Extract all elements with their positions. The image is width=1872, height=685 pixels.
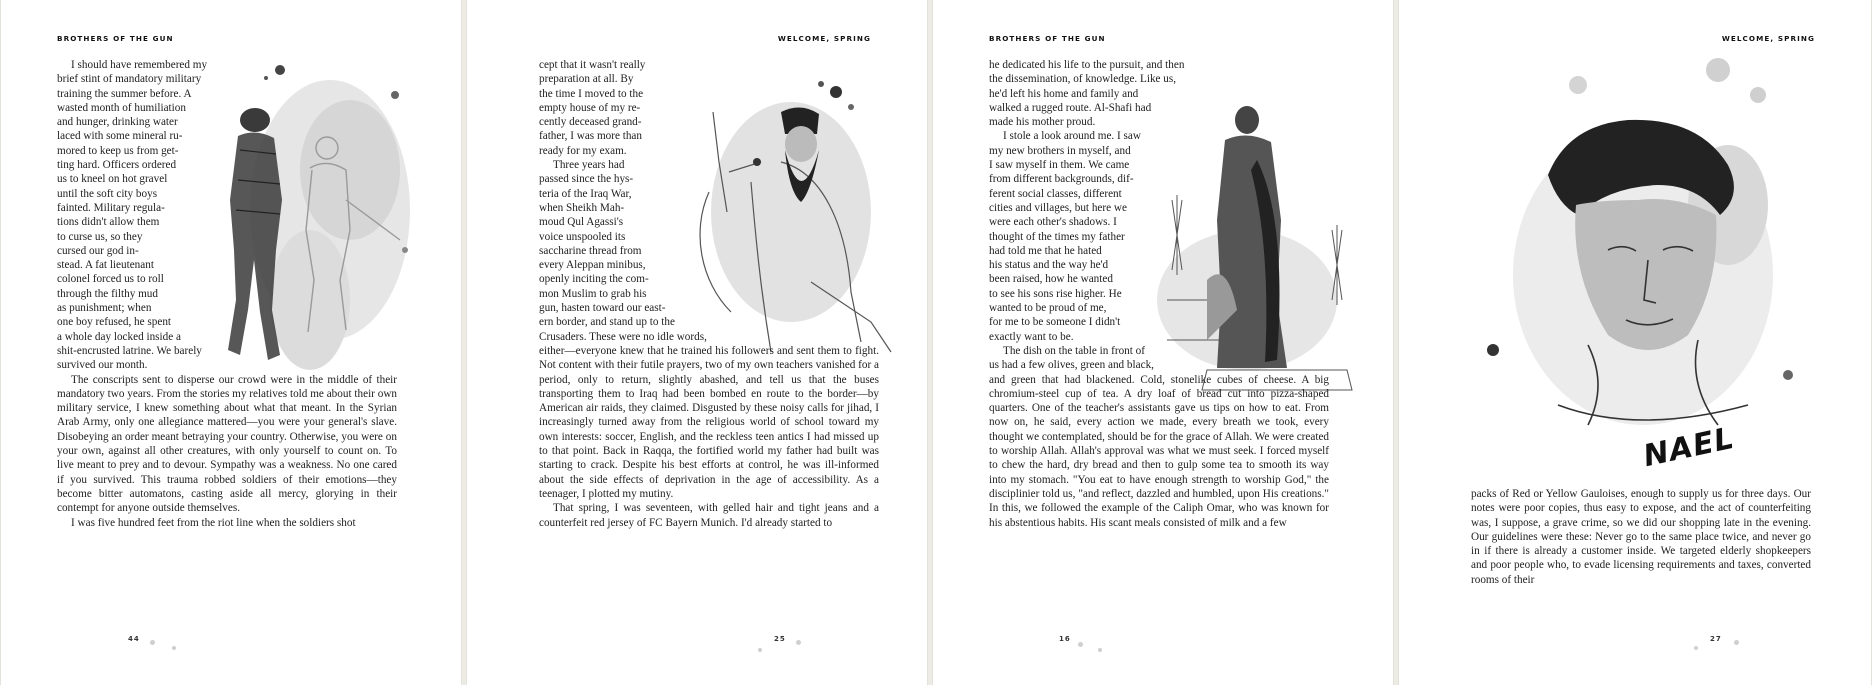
text-line: to curse us, so they	[57, 230, 143, 243]
text-line: saccharine thread from	[539, 244, 642, 257]
text-line: cently deceased grand-	[539, 116, 642, 129]
text-line: empty house of my re-	[539, 101, 641, 114]
text-line: tions didn't allow them	[57, 216, 160, 229]
illustration-portrait	[1458, 45, 1818, 475]
paragraph: either—everyone knew that he trained his followers and sent them to fight. Not content with their futile prayers, two of my own teachers vanished for a period, only to return, slightly abashed, and tell us that the buses transporting them to Iraq had been bombed en route to the border—by American air raids, they claimed. Disgusted by these noisy calls for jihad, I increasingly turned away from the religious world of school toward my own interests: soccer, English, and the reckless teen antics I had missed up to that point. Back in Raqqa, the fortified world my father had built was starting to crack. Despite his best efforts at control, he was ill-informed about the side effects of deprivation in the age of accessibility. As a teenager, I plotted my mutiny.	[539, 344, 879, 500]
page-number: 27	[1710, 635, 1722, 643]
running-header: BROTHERS OF THE GUN	[57, 34, 174, 43]
text-line: teria of the Iraq War,	[539, 187, 632, 200]
body-text	[57, 58, 397, 530]
text-line: I saw myself in them. We came	[989, 159, 1130, 172]
body-text	[989, 58, 1329, 530]
page-44	[0, 0, 462, 685]
text-line: ready for my exam.	[539, 144, 627, 157]
text-line: openly inciting the com-	[539, 273, 649, 286]
text-line: one boy refused, he spent	[57, 316, 172, 329]
text-line: thought of the times my father	[989, 230, 1125, 243]
text-line: exactly want to be.	[989, 330, 1074, 343]
text-line: voice unspooled its	[539, 230, 626, 243]
text-line: stead. A fat lieutenant	[57, 259, 154, 272]
wrapped-lines	[539, 58, 879, 344]
text-line: were each other's shadows. I	[989, 216, 1117, 229]
page-number: 44	[128, 635, 140, 643]
text-line: a whole day locked inside a	[57, 330, 181, 343]
paragraph: packs of Red or Yellow Gauloises, enough to supply us for three days. Our notes were poor copies, thus easy to expose, and the act of counterfeiting was, I suppose, a grave crime, so we did our shopping late in the evening. Our guidelines were these: Never go to the same place twice, and never go in if there is already a customer inside. We targeted elderly shopkeepers and poor people who, to evade licensing requirements and taxes, converted rooms of their	[1471, 488, 1811, 586]
running-header: BROTHERS OF THE GUN	[989, 34, 1106, 43]
text-line: ferent social classes, different	[989, 187, 1122, 200]
text-line: cursed our god in-	[57, 244, 139, 257]
body-text	[1471, 487, 1811, 587]
text-line: my new brothers in myself, and	[989, 144, 1131, 157]
paragraph: The conscripts sent to disperse our crowd were in the middle of their mandatory two years. From the stories my relatives told me about their own military service, I knew something about what that meant. In the Syrian Arab Army, only one allegiance mattered—you were your general's slave. Disobeying an order meant betraying your country. Otherwise, you were on your own, against all other creatures, with only yourself to count on. To live meant to prey and to devour. Sympathy was a weakness. No one cared if you survived. This trauma robbed soldiers of their emotions—they become bitter automatons, casting aside all mercy, glorying in their contempt for anyone outside themselves.	[57, 373, 397, 515]
text-line: cept that it wasn't really	[539, 59, 646, 71]
text-line: mored to keep us from get-	[57, 144, 179, 157]
text-line: brief stint of mandatory military	[57, 73, 202, 86]
text-line: every Aleppan minibus,	[539, 259, 646, 272]
text-line: moud Qul Agassi's	[539, 216, 624, 229]
text-line: and hunger, drinking water	[57, 116, 178, 129]
text-line: I should have remembered my	[71, 59, 208, 71]
text-line: his status and the way he'd	[989, 259, 1109, 272]
wrapped-lines	[989, 58, 1329, 373]
running-header: WELCOME, SPRING	[1721, 34, 1815, 43]
text-line: training the summer before. A	[57, 87, 192, 100]
paragraph: I was five hundred feet from the riot line when the soldiers shot	[71, 516, 356, 529]
text-line: gun, hasten toward our east-	[539, 302, 666, 315]
text-line: for me to be someone I didn't	[989, 316, 1121, 329]
text-line: had told me that he hated	[989, 244, 1102, 257]
text-line: fainted. Military regula-	[57, 201, 165, 214]
text-line: The dish on the table in front of	[1003, 344, 1145, 357]
wrapped-lines	[57, 58, 397, 373]
text-line: preparation at all. By	[539, 73, 634, 86]
text-line: Three years had	[553, 159, 625, 172]
text-line: cities and villages, but here we	[989, 201, 1127, 214]
text-line: shit-encrusted latrine. We barely	[57, 344, 202, 357]
text-line: father, I was more than	[539, 130, 642, 143]
text-line: made his mother proud.	[989, 116, 1096, 129]
text-line: been raised, how he wanted	[989, 273, 1113, 286]
text-line: us to kneel on hot gravel	[57, 173, 168, 186]
text-line: wanted to be proud of me,	[989, 302, 1107, 315]
page-27	[1398, 0, 1872, 685]
text-line: colonel forced us to roll	[57, 273, 164, 286]
text-line: he dedicated his life to the pursuit, and then	[989, 59, 1185, 71]
paragraph: and green that had blackened. Cold, stonelike cubes of cheese. A big chromium-steel cup of tea. A dry loaf of bread cut into pizza-shaped quarters. One of the teacher's assistants gave us tips on how to eat. From now on, he said, every action we made, every breath we took, every thought we contemplated, should be for the grace of Allah. We were created to worship Allah. Allah's approval was what we must seek. I forced myself to chew the hard, dry bread and then to gulp some tea to smooth its way into my stomach. "You eat to have enough strength to worship God," the disciplinier told us, "and reflect, dazzled and humbled, upon His creations." In this, we followed the example of the Caliph Omar, who was known for his abstentious habits. His scant meals consisted of milk and a few	[989, 373, 1329, 529]
artist-signature: NAEL	[1640, 420, 1738, 475]
page-number: 16	[1059, 635, 1071, 643]
text-line: Crusaders. These were no idle words,	[539, 330, 707, 343]
text-line: survived our month.	[57, 359, 148, 372]
text-line: the time I moved to the	[539, 87, 644, 100]
page-number: 25	[774, 635, 786, 643]
paragraph: That spring, I was seventeen, with gelled hair and tight jeans and a counterfeit red jersey of FC Bayern Munich. I'd already started to	[539, 502, 879, 529]
text-line: us had a few olives, green and black,	[989, 359, 1154, 372]
text-line: as punishment; when	[57, 302, 152, 315]
text-line: ting hard. Officers ordered	[57, 159, 177, 172]
text-line: mon Muslim to grab his	[539, 287, 647, 300]
text-line: laced with some mineral ru-	[57, 130, 183, 143]
text-line: from different backgrounds, dif-	[989, 173, 1134, 186]
text-line: when Sheikh Mah-	[539, 201, 625, 214]
text-line: through the filthy mud	[57, 287, 158, 300]
text-line: walked a rugged route. Al-Shafi had	[989, 101, 1152, 114]
text-line: he'd left his home and family and	[989, 87, 1139, 100]
page-25	[466, 0, 928, 685]
running-header: WELCOME, SPRING	[777, 34, 871, 43]
text-line: until the soft city boys	[57, 187, 158, 200]
body-text	[539, 58, 879, 530]
text-line: passed since the hys-	[539, 173, 634, 186]
text-line: the dissemination, of knowledge. Like us,	[989, 73, 1177, 86]
text-line: ern border, and stand up to the	[539, 316, 675, 329]
text-line: I stole a look around me. I saw	[1003, 130, 1141, 143]
text-line: wasted month of humiliation	[57, 101, 186, 114]
text-line: to see his sons rise higher. He	[989, 287, 1122, 300]
page-16	[932, 0, 1394, 685]
